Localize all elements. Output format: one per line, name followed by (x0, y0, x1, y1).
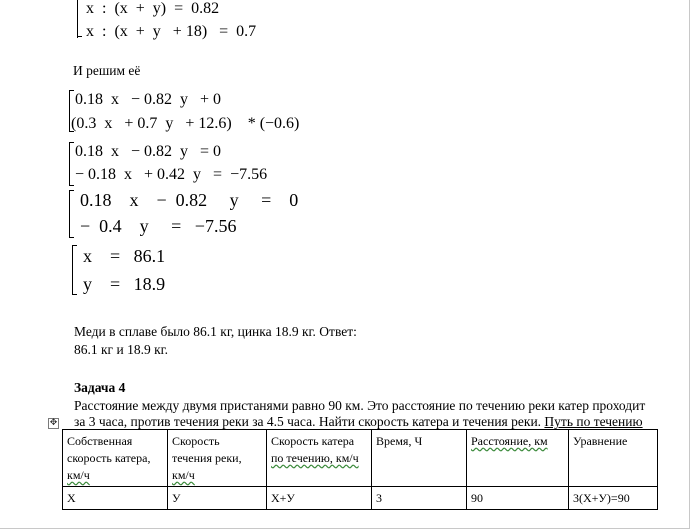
header-cell-time: Время, Ч (372, 430, 467, 487)
table-cell: 3 (372, 487, 467, 510)
system5-line2: y = 18.9 (83, 274, 166, 294)
table-cell: Х (63, 487, 168, 510)
system4-line2: − 0.4 y = −7.56 (80, 216, 237, 236)
header-cell-own-speed: Собственная скорость катера, км/ч (63, 430, 168, 487)
brace (69, 90, 70, 132)
brace (72, 245, 73, 295)
move-handle-icon[interactable]: ✥ (49, 418, 58, 428)
system3-line2: − 0.18 x + 0.42 y = −7.56 (75, 166, 268, 183)
brace (69, 142, 70, 186)
header-cell-distance: Расстояние, км (467, 430, 569, 487)
answer-line-1: Меди в сплаве было 86.1 кг, цинка 18.9 кг. Ответ: (74, 324, 357, 339)
data-table (62, 429, 658, 510)
brace (69, 190, 70, 238)
table-header-row (63, 430, 658, 487)
table-row (63, 487, 658, 510)
table-cell: Х+У (267, 487, 372, 510)
header-cell-current-speed: Скорость течения реки, км/ч (168, 430, 267, 487)
system2-line2: (0.3 x + 0.7 y + 12.6) * (−0.6) (71, 115, 300, 132)
task4-line-2 (74, 413, 643, 430)
table-cell: 3(Х+У)=90 (569, 487, 658, 510)
system1-line1: x : (x + y) = 0.82 (86, 0, 220, 17)
header-cell-equation: Уравнение (569, 430, 658, 487)
solve-label: И решим её (73, 63, 141, 78)
task4-line-1: Расстояние между двумя пристанями равно 90 км. Это расстояние по течению реки катер проходит (74, 398, 646, 413)
task4-heading: Задача 4 (74, 380, 126, 395)
answer-line-2: 86.1 кг и 18.9 кг. (74, 342, 169, 357)
system1-line2: x : (x + y + 18) = 0.7 (86, 23, 257, 40)
system3-line1: 0.18 x − 0.82 y = 0 (75, 143, 222, 160)
task4-line-2-text: за 3 часа, против течения реки за 4.5 часа. Найти скорость катера и течения реки. (74, 414, 545, 429)
brace (77, 0, 78, 38)
header-cell-downstream-speed: Скорость катера по течению, км/ч (267, 430, 372, 487)
system4-line1: 0.18 x − 0.82 y = 0 (80, 190, 299, 210)
table-cell: У (168, 487, 267, 510)
table-cell: 90 (467, 487, 569, 510)
system2-line1: 0.18 x − 0.82 y + 0 (75, 91, 222, 108)
system5-line1: x = 86.1 (83, 246, 166, 266)
task4-line-2-underlined: Путь по течению (544, 414, 643, 429)
